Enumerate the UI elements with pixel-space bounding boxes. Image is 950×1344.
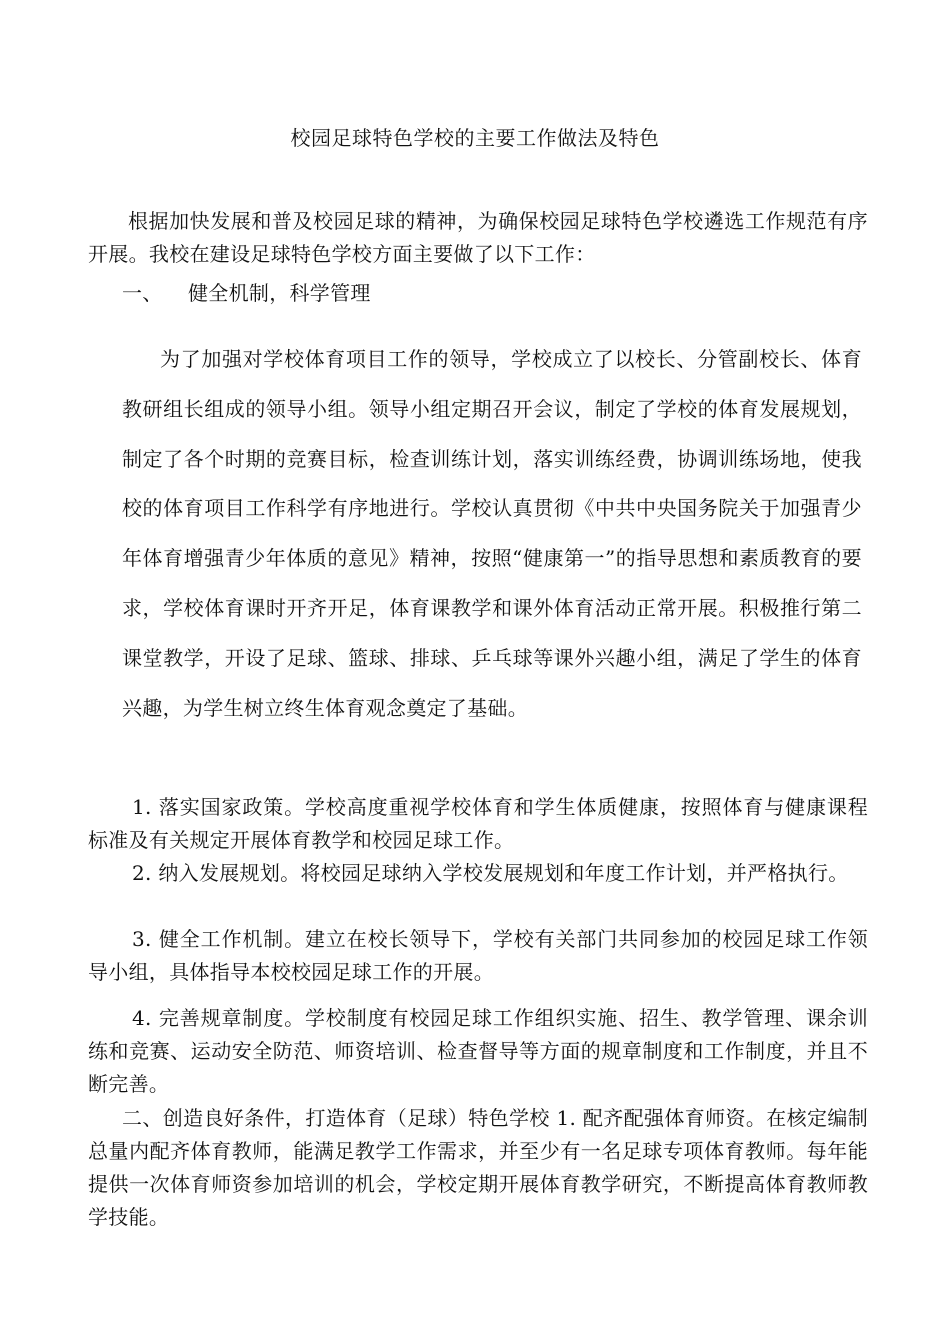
list-item-policy: 1. 落实国家政策。学校高度重视学校体育和学生体质健康，按照体育与健康课程标准及有关规定开展体育教学和校园足球工作。: [88, 795, 868, 852]
section-2-paragraph: 二、创造良好条件，打造体育（足球）特色学校 1. 配齐配强体育师资。在核定编制总量内配齐体育教师，能满足教学工作需求，并至少有一名足球专项体育教师。每年能提供一次体育师资参加培训的机会，学校定期开展体育教学研究，不断提高体育教师教学技能。: [88, 1106, 868, 1229]
list-item-regulations: 4. 完善规章制度。学校制度有校园足球工作组织实施、招生、教学管理、课余训练和竞赛、运动安全防范、师资培训、检查督导等方面的规章制度和工作制度，并且不断完善。: [88, 1006, 868, 1096]
list-item-mechanism: 3. 健全工作机制。建立在校长领导下，学校有关部门共同参加的校园足球工作领导小组，具体指导本校校园足球工作的开展。: [88, 927, 868, 984]
intro-paragraph: 根据加快发展和普及校园足球的精神，为确保校园足球特色学校遴选工作规范有序开展。我校在建设足球特色学校方面主要做了以下工作：: [88, 209, 868, 266]
section-1-number: 一、: [122, 281, 163, 305]
list-item-planning: 2. 纳入发展规划。将校园足球纳入学校发展规划和年度工作计划，并严格执行。: [132, 861, 849, 885]
leadership-paragraph: 为了加强对学校体育项目工作的领导，学校成立了以校长、分管副校长、体育教研组长组成的领导小组。领导小组定期召开会议，制定了学校的体育发展规划，制定了各个时期的竞赛目标，检查训练计划，落实训练经费，协调训练场地，使我校的体育项目工作科学有序地进行。学校认真贯彻《中共中央国务院关于加强青少年体育增强青少年体质的意见》精神，按照“健康第一”的指导思想和素质教育的要求，学校体育课时开齐开足，体育课教学和课外体育活动正常开展。积极推行第二课堂教学，开设了足球、篮球、排球、乒乓球等课外兴趣小组，满足了学生的体育兴趣，为学生树立终生体育观念奠定了基础。: [122, 347, 862, 720]
document-title: 校园足球特色学校的主要工作做法及特色: [290, 126, 660, 150]
section-1-heading: [122, 279, 371, 307]
section-1-heading-text: 健全机制，科学管理: [188, 281, 371, 305]
